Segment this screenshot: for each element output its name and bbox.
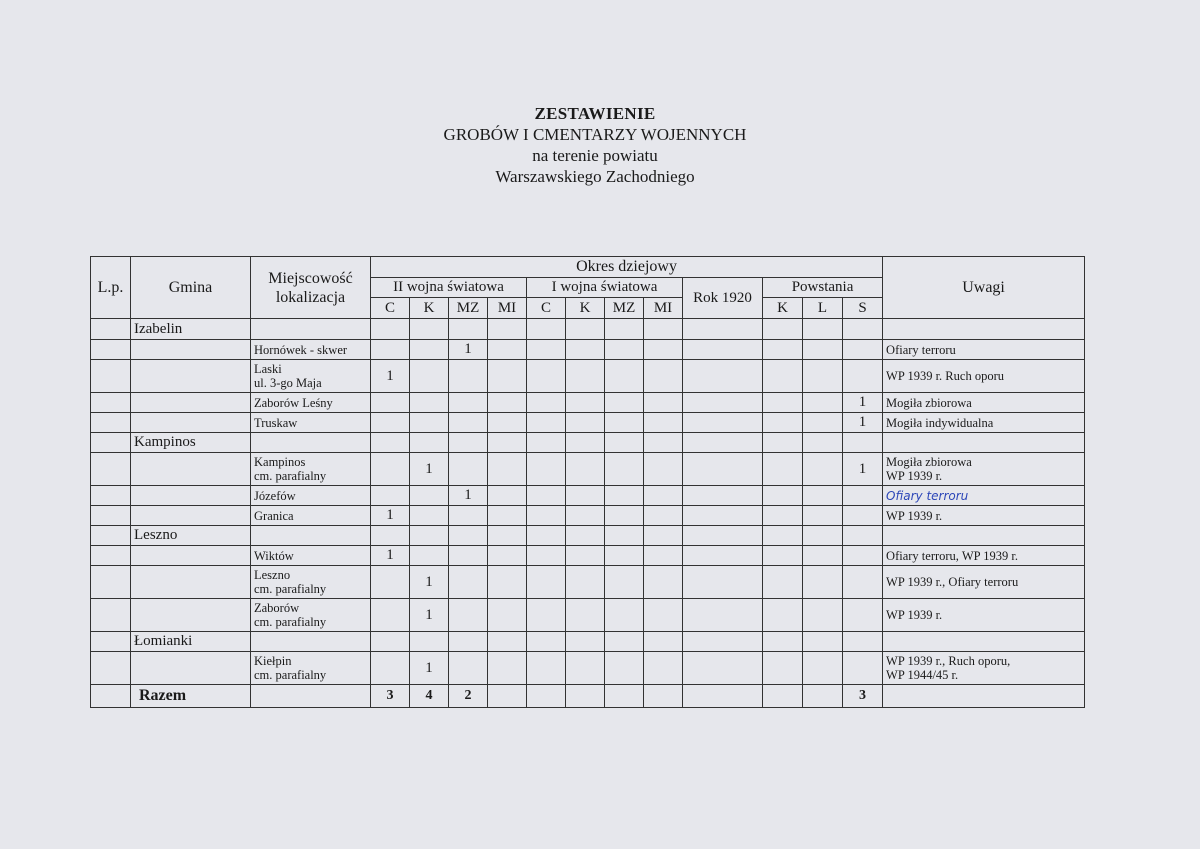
document-title xyxy=(390,103,800,187)
gmina-name: Kampinos xyxy=(131,433,251,453)
header-gmina: Gmina xyxy=(131,257,251,319)
gmina-cell xyxy=(131,413,251,433)
place-name: Kampinos cm. parafialny xyxy=(251,453,371,486)
lp-cell xyxy=(91,453,131,486)
count-cell xyxy=(449,413,488,433)
empty-cell xyxy=(843,526,883,546)
count-cell xyxy=(803,486,843,506)
place-name: Kiełpin cm. parafialny xyxy=(251,652,371,685)
empty-cell xyxy=(488,433,527,453)
table-row xyxy=(91,546,1085,566)
empty-cell xyxy=(883,319,1085,340)
count-cell xyxy=(566,453,605,486)
empty-cell xyxy=(843,319,883,340)
title-line-4: Warszawskiego Zachodniego xyxy=(495,167,695,186)
empty-cell xyxy=(371,526,410,546)
handwritten-remark: Ofiary terroru xyxy=(883,486,1085,506)
empty-cell xyxy=(371,319,410,340)
count-cell xyxy=(644,652,683,685)
count-cell xyxy=(605,360,644,393)
count-cell: 1 xyxy=(449,486,488,506)
empty-cell xyxy=(683,526,763,546)
remark: WP 1939 r., Ofiary terroru xyxy=(883,566,1085,599)
count-cell xyxy=(449,393,488,413)
count-cell xyxy=(527,413,566,433)
count-cell xyxy=(843,486,883,506)
count-cell xyxy=(605,652,644,685)
place-name: Granica xyxy=(251,506,371,526)
place-name: Leszno cm. parafialny xyxy=(251,566,371,599)
gmina-cell xyxy=(131,546,251,566)
count-cell: 1 xyxy=(371,546,410,566)
place-name: Józefów xyxy=(251,486,371,506)
count-cell xyxy=(644,393,683,413)
lp-cell xyxy=(91,632,131,652)
gmina-cell xyxy=(131,566,251,599)
total-cell: 3 xyxy=(843,685,883,708)
count-cell: 1 xyxy=(843,393,883,413)
header-powstania-k: K xyxy=(763,298,803,319)
header-rok1920: Rok 1920 xyxy=(683,278,763,319)
count-cell xyxy=(449,652,488,685)
count-cell xyxy=(488,599,527,632)
count-cell xyxy=(644,599,683,632)
count-cell xyxy=(410,506,449,526)
empty-cell xyxy=(644,433,683,453)
empty-cell xyxy=(644,632,683,652)
count-cell xyxy=(410,340,449,360)
count-cell: 1 xyxy=(449,340,488,360)
lp-cell xyxy=(91,360,131,393)
header-ww2-k: K xyxy=(410,298,449,319)
count-cell xyxy=(527,340,566,360)
empty-cell xyxy=(683,433,763,453)
count-cell xyxy=(371,652,410,685)
empty-cell xyxy=(843,433,883,453)
lp-cell xyxy=(91,526,131,546)
gmina-name: Izabelin xyxy=(131,319,251,340)
place-name: Zaborów cm. parafialny xyxy=(251,599,371,632)
header-lp: L.p. xyxy=(91,257,131,319)
gmina-group-row xyxy=(91,526,1085,546)
empty-cell xyxy=(883,632,1085,652)
count-cell xyxy=(371,340,410,360)
count-cell xyxy=(803,393,843,413)
empty-cell xyxy=(803,319,843,340)
gmina-cell xyxy=(131,360,251,393)
count-cell xyxy=(803,652,843,685)
lp-cell xyxy=(91,433,131,453)
count-cell xyxy=(605,566,644,599)
count-cell xyxy=(803,413,843,433)
empty-cell xyxy=(605,319,644,340)
gmina-cell xyxy=(131,340,251,360)
count-cell xyxy=(763,393,803,413)
count-cell xyxy=(763,652,803,685)
count-cell xyxy=(763,360,803,393)
count-cell xyxy=(843,599,883,632)
empty-cell xyxy=(566,632,605,652)
count-cell xyxy=(488,340,527,360)
empty-cell xyxy=(843,632,883,652)
count-cell xyxy=(843,360,883,393)
count-cell xyxy=(683,413,763,433)
lp-cell xyxy=(91,546,131,566)
count-cell xyxy=(803,340,843,360)
empty-cell xyxy=(605,632,644,652)
gmina-cell xyxy=(131,506,251,526)
empty-cell xyxy=(763,433,803,453)
count-cell xyxy=(605,546,644,566)
count-cell xyxy=(566,506,605,526)
count-cell xyxy=(566,393,605,413)
empty-cell xyxy=(251,319,371,340)
empty-cell xyxy=(763,319,803,340)
header-ww1: I wojna światowa xyxy=(527,278,683,298)
count-cell xyxy=(527,393,566,413)
header-ww2: II wojna światowa xyxy=(371,278,527,298)
empty-cell xyxy=(527,319,566,340)
count-cell xyxy=(371,599,410,632)
count-cell xyxy=(488,546,527,566)
gmina-name: Łomianki xyxy=(131,632,251,652)
total-cell xyxy=(644,685,683,708)
total-cell: 2 xyxy=(449,685,488,708)
total-cell xyxy=(803,685,843,708)
total-cell xyxy=(763,685,803,708)
table-row xyxy=(91,566,1085,599)
count-cell xyxy=(371,486,410,506)
total-cell xyxy=(488,685,527,708)
gmina-cell xyxy=(131,599,251,632)
remark: Mogiła zbiorowa WP 1939 r. xyxy=(883,453,1085,486)
count-cell xyxy=(644,566,683,599)
count-cell xyxy=(488,360,527,393)
count-cell: 1 xyxy=(371,506,410,526)
lp-cell xyxy=(91,340,131,360)
count-cell xyxy=(527,486,566,506)
count-cell xyxy=(449,506,488,526)
count-cell xyxy=(566,486,605,506)
count-cell xyxy=(605,413,644,433)
lp-cell xyxy=(91,393,131,413)
header-ww1-mz: MZ xyxy=(605,298,644,319)
count-cell xyxy=(605,506,644,526)
empty-cell xyxy=(371,632,410,652)
lp-cell xyxy=(91,652,131,685)
remark-cell xyxy=(883,685,1085,708)
empty-cell xyxy=(803,433,843,453)
header-ww2-mi: MI xyxy=(488,298,527,319)
empty-cell xyxy=(527,526,566,546)
count-cell xyxy=(527,599,566,632)
total-cell xyxy=(683,685,763,708)
header-powstania-l: L xyxy=(803,298,843,319)
empty-cell xyxy=(644,319,683,340)
count-cell xyxy=(644,506,683,526)
header-powstania: Powstania xyxy=(763,278,883,298)
gmina-cell xyxy=(131,393,251,413)
place-name: Laski ul. 3-go Maja xyxy=(251,360,371,393)
title-line-2: GROBÓW I CMENTARZY WOJENNYCH xyxy=(443,125,747,144)
empty-cell xyxy=(683,632,763,652)
count-cell xyxy=(683,486,763,506)
lp-cell xyxy=(91,599,131,632)
count-cell xyxy=(371,393,410,413)
count-cell: 1 xyxy=(410,566,449,599)
count-cell xyxy=(527,506,566,526)
count-cell: 1 xyxy=(410,453,449,486)
count-cell xyxy=(763,546,803,566)
count-cell xyxy=(763,413,803,433)
count-cell xyxy=(566,340,605,360)
total-cell: 3 xyxy=(371,685,410,708)
empty-cell xyxy=(803,526,843,546)
remark: WP 1939 r. xyxy=(883,506,1085,526)
empty-cell xyxy=(883,526,1085,546)
empty-cell xyxy=(683,319,763,340)
empty-cell xyxy=(488,632,527,652)
count-cell xyxy=(566,413,605,433)
empty-cell xyxy=(763,526,803,546)
count-cell xyxy=(605,453,644,486)
table-row xyxy=(91,453,1085,486)
count-cell xyxy=(763,340,803,360)
count-cell xyxy=(644,546,683,566)
count-cell xyxy=(683,360,763,393)
table-row xyxy=(91,506,1085,526)
count-cell xyxy=(449,599,488,632)
count-cell xyxy=(371,566,410,599)
count-cell xyxy=(843,652,883,685)
count-cell xyxy=(683,506,763,526)
place-name: Wiktów xyxy=(251,546,371,566)
count-cell: 1 xyxy=(843,413,883,433)
table-row xyxy=(91,360,1085,393)
table-row xyxy=(91,393,1085,413)
count-cell xyxy=(683,453,763,486)
empty-cell xyxy=(605,433,644,453)
place-cell xyxy=(251,685,371,708)
empty-cell xyxy=(803,632,843,652)
place-name: Hornówek - skwer xyxy=(251,340,371,360)
count-cell xyxy=(763,566,803,599)
empty-cell xyxy=(488,526,527,546)
count-cell xyxy=(843,340,883,360)
count-cell xyxy=(683,340,763,360)
count-cell xyxy=(566,546,605,566)
count-cell xyxy=(566,599,605,632)
remark: Ofiary terroru xyxy=(883,340,1085,360)
count-cell xyxy=(410,413,449,433)
totals-label: Razem xyxy=(131,685,251,708)
count-cell xyxy=(763,453,803,486)
lp-cell xyxy=(91,566,131,599)
count-cell xyxy=(683,652,763,685)
table-body xyxy=(91,319,1085,708)
count-cell: 1 xyxy=(371,360,410,393)
count-cell xyxy=(371,413,410,433)
gmina-group-row xyxy=(91,319,1085,340)
count-cell xyxy=(527,453,566,486)
empty-cell xyxy=(644,526,683,546)
count-cell xyxy=(644,360,683,393)
table-row xyxy=(91,599,1085,632)
count-cell: 1 xyxy=(843,453,883,486)
count-cell xyxy=(763,486,803,506)
total-cell xyxy=(566,685,605,708)
count-cell xyxy=(488,453,527,486)
empty-cell xyxy=(763,632,803,652)
empty-cell xyxy=(410,632,449,652)
header-ww2-c: C xyxy=(371,298,410,319)
count-cell xyxy=(527,652,566,685)
count-cell xyxy=(527,566,566,599)
count-cell xyxy=(449,360,488,393)
lp-cell xyxy=(91,506,131,526)
gmina-cell xyxy=(131,486,251,506)
empty-cell xyxy=(449,433,488,453)
count-cell xyxy=(488,566,527,599)
count-cell: 1 xyxy=(410,599,449,632)
empty-cell xyxy=(251,526,371,546)
count-cell xyxy=(566,652,605,685)
empty-cell xyxy=(605,526,644,546)
remark: WP 1939 r., Ruch oporu, WP 1944/45 r. xyxy=(883,652,1085,685)
count-cell xyxy=(644,486,683,506)
header-uwagi: Uwagi xyxy=(883,257,1085,319)
remark: WP 1939 r. Ruch oporu xyxy=(883,360,1085,393)
count-cell xyxy=(605,486,644,506)
count-cell xyxy=(488,413,527,433)
count-cell xyxy=(371,453,410,486)
remark: Ofiary terroru, WP 1939 r. xyxy=(883,546,1085,566)
count-cell xyxy=(803,506,843,526)
count-cell xyxy=(644,453,683,486)
empty-cell xyxy=(251,433,371,453)
count-cell xyxy=(683,546,763,566)
empty-cell xyxy=(566,526,605,546)
count-cell xyxy=(449,566,488,599)
empty-cell xyxy=(527,632,566,652)
count-cell: 1 xyxy=(410,652,449,685)
empty-cell xyxy=(251,632,371,652)
table-row xyxy=(91,413,1085,433)
header-ww1-c: C xyxy=(527,298,566,319)
gmina-cell xyxy=(131,652,251,685)
count-cell xyxy=(803,566,843,599)
count-cell xyxy=(683,566,763,599)
count-cell xyxy=(843,566,883,599)
count-cell xyxy=(566,360,605,393)
count-cell xyxy=(644,340,683,360)
count-cell xyxy=(763,599,803,632)
count-cell xyxy=(843,506,883,526)
count-cell xyxy=(803,453,843,486)
lp-cell xyxy=(91,413,131,433)
count-cell xyxy=(763,506,803,526)
header-ww2-mz: MZ xyxy=(449,298,488,319)
empty-cell xyxy=(566,433,605,453)
empty-cell xyxy=(410,526,449,546)
empty-cell xyxy=(566,319,605,340)
count-cell xyxy=(803,599,843,632)
count-cell xyxy=(488,652,527,685)
count-cell xyxy=(644,413,683,433)
count-cell xyxy=(449,453,488,486)
place-name: Truskaw xyxy=(251,413,371,433)
totals-row xyxy=(91,685,1085,708)
count-cell xyxy=(803,360,843,393)
empty-cell xyxy=(449,526,488,546)
remark: WP 1939 r. xyxy=(883,599,1085,632)
count-cell xyxy=(683,393,763,413)
gmina-name: Leszno xyxy=(131,526,251,546)
count-cell xyxy=(410,393,449,413)
count-cell xyxy=(410,360,449,393)
total-cell xyxy=(527,685,566,708)
count-cell xyxy=(566,566,605,599)
table-row xyxy=(91,652,1085,685)
lp-cell xyxy=(91,319,131,340)
remark: Mogiła zbiorowa xyxy=(883,393,1085,413)
header-ww1-k: K xyxy=(566,298,605,319)
count-cell xyxy=(605,340,644,360)
count-cell xyxy=(605,393,644,413)
graves-table xyxy=(90,256,1085,708)
empty-cell xyxy=(449,632,488,652)
count-cell xyxy=(843,546,883,566)
place-name: Zaborów Leśny xyxy=(251,393,371,413)
empty-cell xyxy=(883,433,1085,453)
empty-cell xyxy=(410,433,449,453)
count-cell xyxy=(605,599,644,632)
header-powstania-s: S xyxy=(843,298,883,319)
table-row xyxy=(91,486,1085,506)
empty-cell xyxy=(410,319,449,340)
gmina-group-row xyxy=(91,433,1085,453)
count-cell xyxy=(488,393,527,413)
lp-cell xyxy=(91,486,131,506)
empty-cell xyxy=(527,433,566,453)
header-miejscowosc: Miejscowość lokalizacja xyxy=(251,257,371,319)
count-cell xyxy=(410,486,449,506)
title-line-3: na terenie powiatu xyxy=(532,146,658,165)
gmina-group-row xyxy=(91,632,1085,652)
empty-cell xyxy=(449,319,488,340)
empty-cell xyxy=(488,319,527,340)
table-row xyxy=(91,340,1085,360)
empty-cell xyxy=(371,433,410,453)
count-cell xyxy=(449,546,488,566)
total-cell: 4 xyxy=(410,685,449,708)
gmina-cell xyxy=(131,453,251,486)
count-cell xyxy=(803,546,843,566)
remark: Mogiła indywidualna xyxy=(883,413,1085,433)
count-cell xyxy=(488,486,527,506)
count-cell xyxy=(488,506,527,526)
count-cell xyxy=(527,546,566,566)
count-cell xyxy=(683,599,763,632)
total-cell xyxy=(605,685,644,708)
title-line-1: ZESTAWIENIE xyxy=(534,104,656,123)
header-okres: Okres dziejowy xyxy=(371,257,883,278)
count-cell xyxy=(527,360,566,393)
lp-cell xyxy=(91,685,131,708)
header-ww1-mi: MI xyxy=(644,298,683,319)
count-cell xyxy=(410,546,449,566)
